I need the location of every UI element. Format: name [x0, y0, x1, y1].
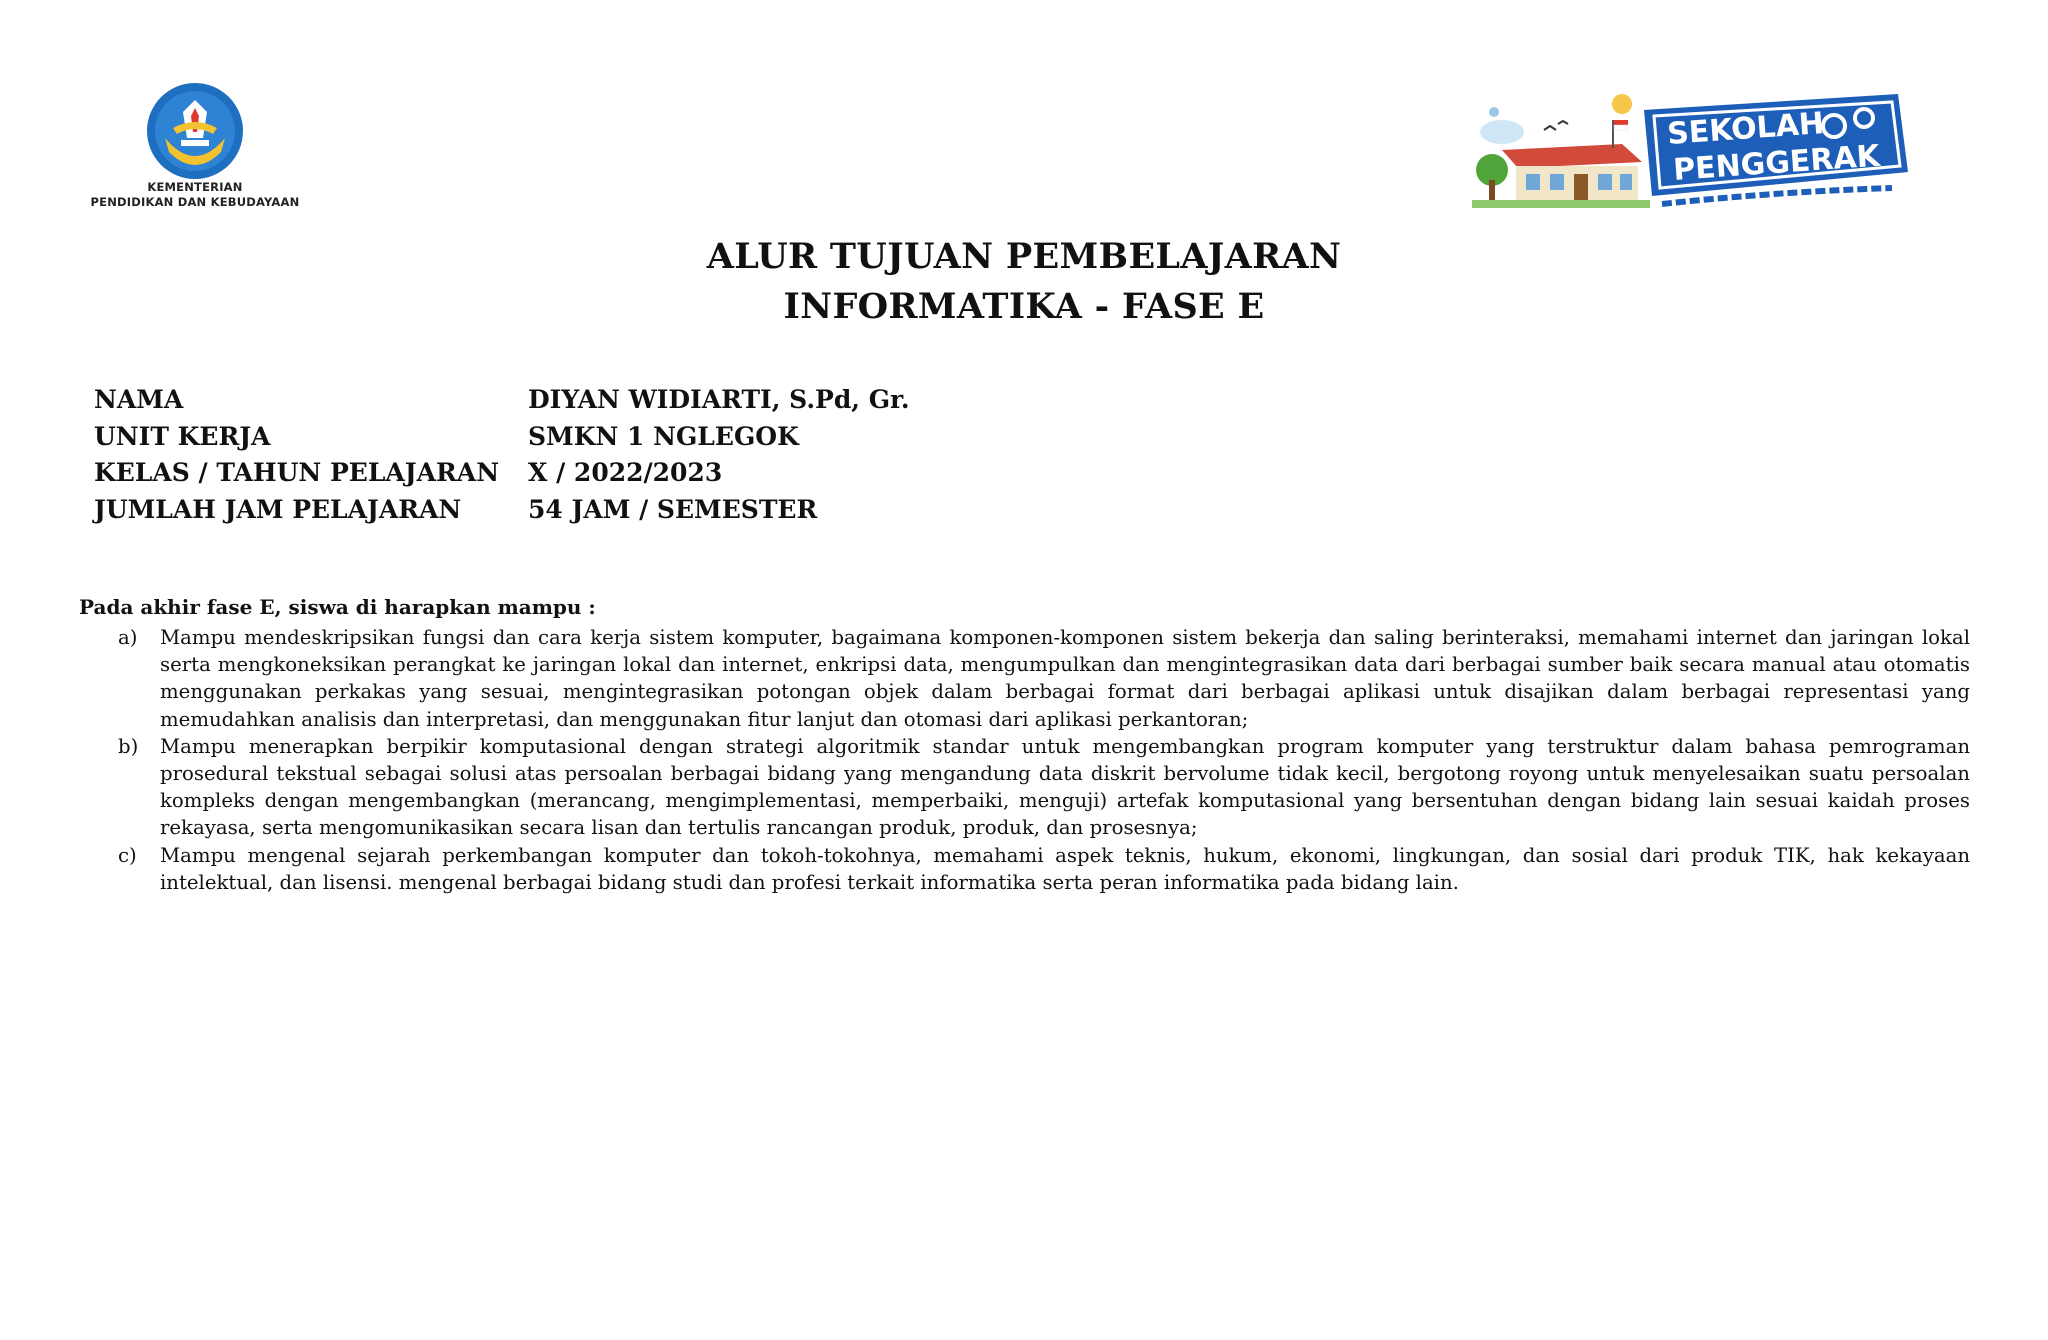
info-label: NAMA	[94, 385, 184, 414]
logo-text-line1: SEKOLAH	[1666, 106, 1826, 152]
info-value: DIYAN WIDIARTI, S.Pd, Gr.	[528, 385, 910, 414]
info-row-nama	[94, 382, 910, 419]
info-row-jumlah-jam	[94, 492, 910, 529]
list-item	[116, 733, 1970, 842]
info-value: SMKN 1 NGLEGOK	[528, 421, 799, 451]
title-line2: INFORMATIKA - FASE E	[783, 286, 1265, 327]
info-row-kelas	[94, 455, 910, 492]
list-item	[116, 624, 1970, 733]
tut-wuri-handayani-emblem-icon	[143, 82, 247, 180]
logo-text-line2: PENGGERAK	[1672, 138, 1881, 188]
title-line1: ALUR TUJUAN PEMBELAJARAN	[706, 236, 1342, 277]
info-label: KELAS / TAHUN PELAJARAN	[94, 458, 500, 487]
objectives-list	[116, 624, 1970, 896]
identity-table	[94, 382, 910, 528]
info-value: 54 JAM / SEMESTER	[528, 494, 818, 524]
info-row-unit-kerja	[94, 419, 910, 456]
intro-text: Pada akhir fase E, siswa di harapkan mampu :	[79, 595, 596, 619]
info-label: UNIT KERJA	[94, 421, 271, 451]
sekolah-penggerak-logo	[1472, 92, 1912, 214]
sekolah-penggerak-logo-icon	[1472, 92, 1912, 214]
list-item-text: Mampu menerapkan berpikir komputasional dengan strategi algoritmik standar untuk mengembangkan program komputer yang terstruktur dalam bahasa pemrograman prosedural tekstual sebagai solusi atas persoalan berbagai bidang yang mengandung data diskrit bervolume tidak kecil, bergotong royong untuk menyelesaikan suatu persoalan kompleks dengan mengembangkan (merancang, mengimplementasi, memperbaiki, menguji) artefak komputasional yang bersentuhan dengan bidang lain sesuai kaidah proses rekayasa, serta mengomunikasikan secara lisan dan tertulis rancangan produk, produk, dan prosesnya;	[160, 734, 1970, 840]
ministry-caption-line2: PENDIDIKAN DAN KEBUDAYAAN	[90, 195, 300, 209]
info-label: JUMLAH JAM PELAJARAN	[94, 494, 462, 524]
document-title	[0, 232, 2048, 332]
ministry-caption-line1: KEMENTERIAN	[147, 180, 243, 194]
list-marker: b)	[118, 734, 139, 758]
list-marker: a)	[118, 626, 138, 649]
info-value: X / 2022/2023	[528, 458, 723, 487]
list-marker: c)	[118, 843, 137, 867]
list-item-text: Mampu mendeskripsikan fungsi dan cara kerja sistem komputer, bagaimana komponen-komponen sistem bekerja dan saling berinteraksi, memahami internet dan jaringan lokal serta mengkoneksikan perangkat ke jaringan lokal dan internet, enkripsi data, mengumpulkan dan mengintegrasikan data dari berbagai sumber baik secara manual atau otomatis menggunakan perkakas yang sesuai, mengintegrasikan potongan objek dalam berbagai format dari berbagai aplikasi untuk disajikan dalam berbagai representasi yang memudahkan analisis dan interpretasi, dan menggunakan fitur lanjut dan otomasi dari aplikasi perkantoran;	[160, 626, 1970, 731]
list-item	[116, 842, 1970, 896]
list-item-text: Mampu mengenal sejarah perkembangan komputer dan tokoh-tokohnya, memahami aspek teknis, hukum, ekonomi, lingkungan, dan sosial dari produk TIK, hak kekayaan intelektual, dan lisensi. mengenal berbagai bidang studi dan profesi terkait informatika serta peran informatika pada bidang lain.	[160, 843, 1970, 894]
ministry-logo	[90, 82, 300, 210]
